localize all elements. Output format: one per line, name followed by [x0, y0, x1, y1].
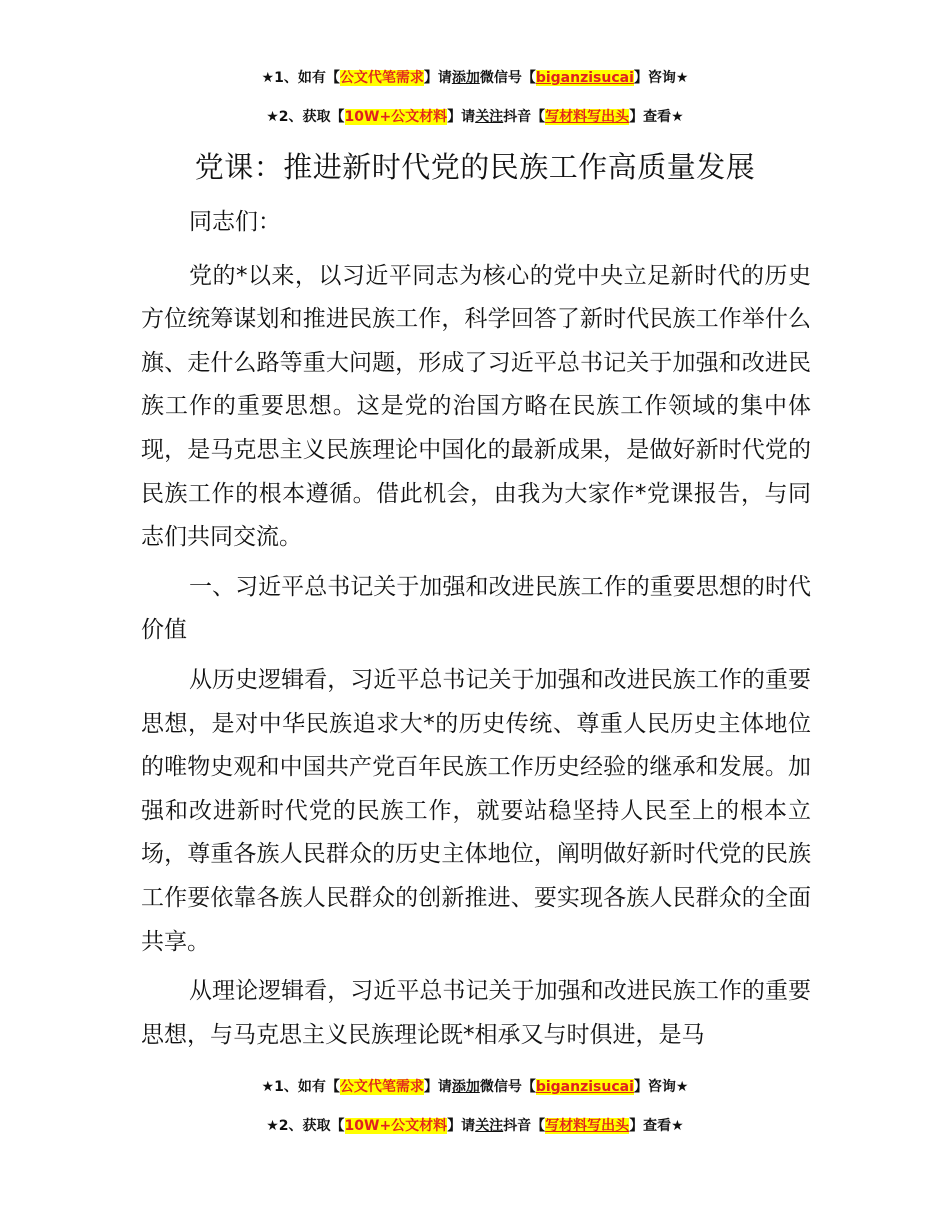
banner-underline: 添加	[451, 70, 480, 86]
banner-underline: 添加	[451, 1079, 480, 1095]
banner-text: 】咨询★	[633, 70, 689, 86]
banner-text: ★1、如有【	[261, 1079, 340, 1095]
banner-top-1	[0, 67, 950, 89]
document-body	[141, 201, 811, 1063]
paragraph-intro: 党的*以来，以习近平同志为核心的党中央立足新时代的历史方位统筹谋划和推进民族工作，科学回答了新时代民族工作举什么旗、走什么路等重大问题，形成了习近平总书记关于加强和改进民族工作的重要思想。这是党的治国方略在民族工作领域的集中体现，是马克思主义民族理论中国化的最新成果，是做好新时代党的民族工作的根本遵循。借此机会，由我为大家作*党课报告，与同志们共同交流。	[141, 262, 811, 551]
banner-text: 】请	[423, 1079, 452, 1095]
douyin-highlight: 写材料写出头	[545, 1118, 630, 1134]
section-heading: 一、习近平总书记关于加强和改进民族工作的重要思想的时代价值	[141, 573, 811, 644]
banner-highlight: 10W+公文材料	[344, 1118, 448, 1134]
douyin-highlight: 写材料写出头	[545, 109, 630, 125]
banner-highlight: 公文代笔需求	[339, 1079, 424, 1095]
wechat-id-highlight: biganzisucai	[535, 1079, 634, 1095]
banner-text: ★2、获取【	[266, 109, 345, 125]
salutation: 同志们：	[189, 209, 281, 235]
paragraph-history: 从历史逻辑看，习近平总书记关于加强和改进民族工作的重要思想，是对中华民族追求大*的历史传统、尊重人民历史主体地位的唯物史观和中国共产党百年民族工作历史经验的继承和发展。加强和改进新时代党的民族工作，就要站稳坚持人民至上的根本立场，尊重各族人民群众的历史主体地位，阐明做好新时代党的民族工作要依靠各族人民群众的创新推进、要实现各族人民群众的全面共享。	[141, 666, 811, 955]
banner-text: 】请	[447, 109, 476, 125]
banner-top-2	[0, 106, 950, 128]
banner-text: 】查看★	[629, 109, 684, 125]
banner-text: 】咨询★	[633, 1079, 689, 1095]
banner-text: 抖音【	[503, 1118, 546, 1134]
banner-highlight: 公文代笔需求	[339, 70, 424, 86]
document-title: 党课：推进新时代党的民族工作高质量发展	[194, 150, 756, 184]
banner-text: 】请	[423, 70, 452, 86]
banner-text: 微信号【	[479, 1079, 536, 1095]
banner-bottom-1	[0, 1076, 950, 1098]
banner-text: ★2、获取【	[266, 1118, 345, 1134]
banner-text: 抖音【	[503, 109, 546, 125]
banner-underline: 关注	[475, 1118, 504, 1134]
banner-underline: 关注	[475, 109, 504, 125]
wechat-id-highlight: biganzisucai	[535, 70, 634, 86]
banner-highlight: 10W+公文材料	[344, 109, 448, 125]
banner-text: 】请	[447, 1118, 476, 1134]
paragraph-theory: 从理论逻辑看，习近平总书记关于加强和改进民族工作的重要思想，与马克思主义民族理论既*相承又与时俱进，是马	[141, 978, 811, 1048]
banner-text: ★1、如有【	[261, 70, 340, 86]
banner-text: 微信号【	[479, 70, 536, 86]
banner-bottom-2	[0, 1115, 950, 1137]
banner-text: 】查看★	[629, 1118, 684, 1134]
